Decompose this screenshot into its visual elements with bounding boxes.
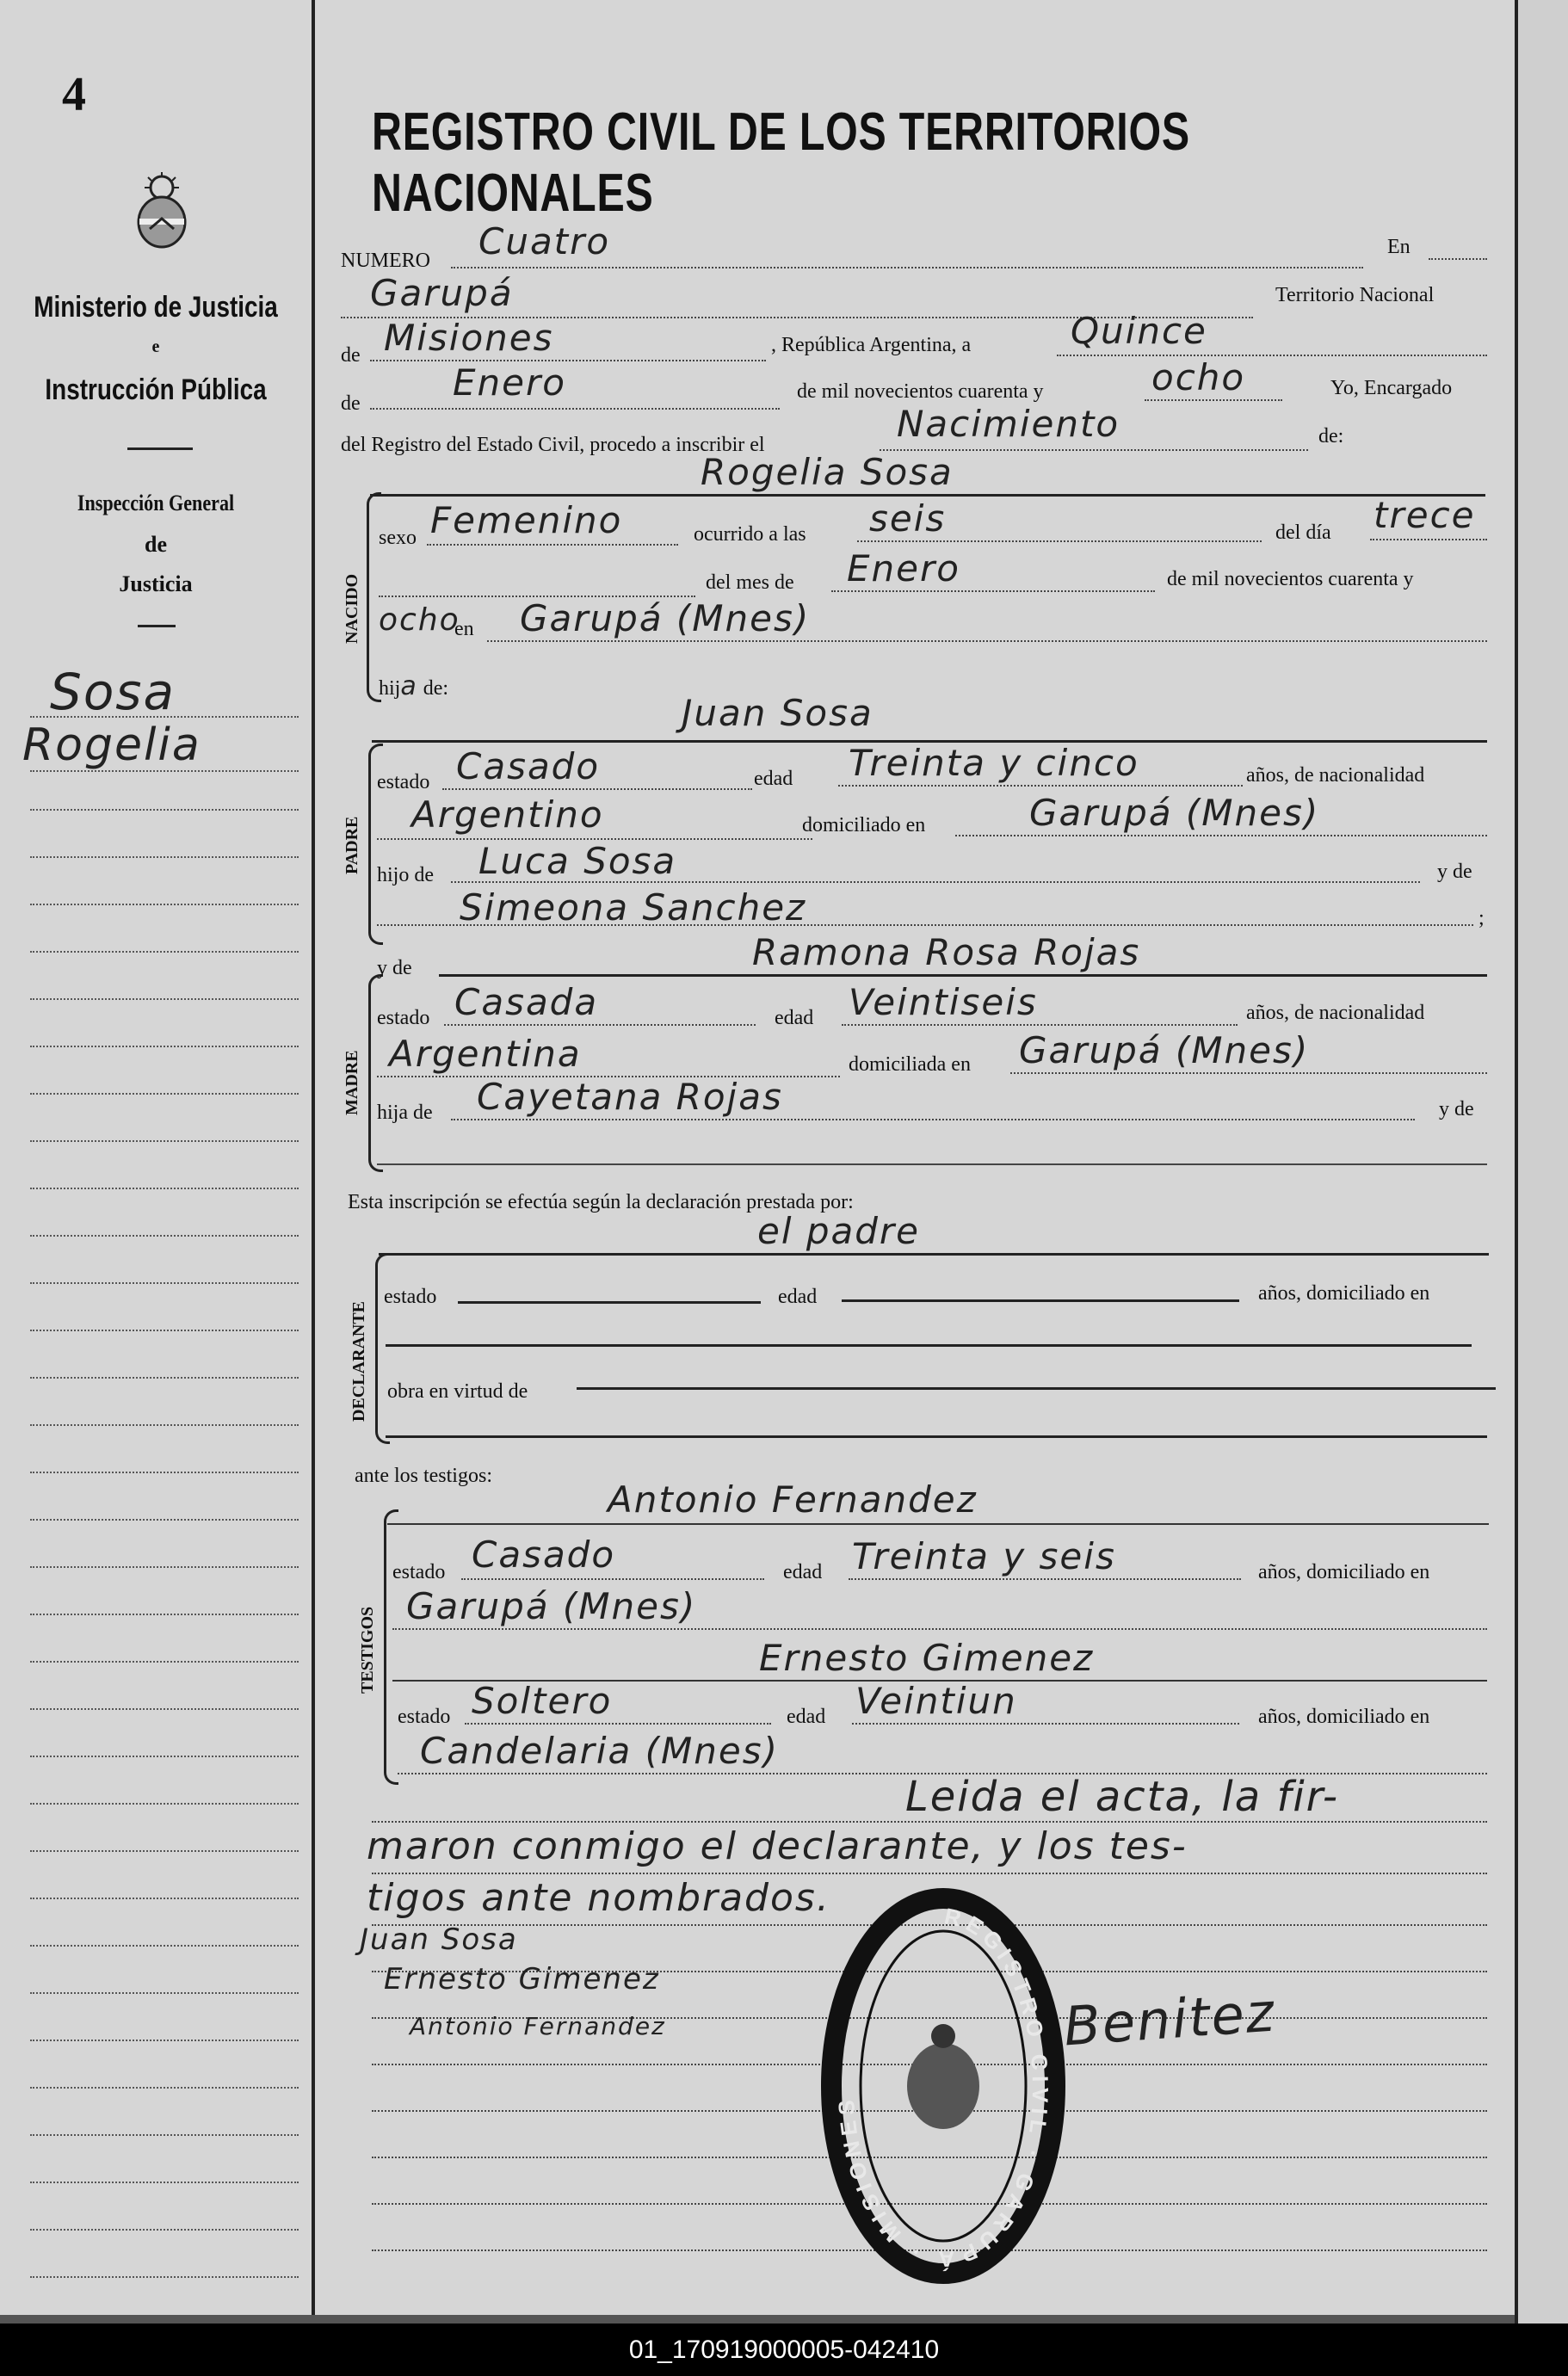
registro-label: del Registro del Estado Civil, procedo a inscribir el xyxy=(341,434,765,456)
sexo-value: Femenino xyxy=(430,499,623,541)
testigo1-edad-label: edad xyxy=(783,1561,823,1583)
year-value: ocho xyxy=(1151,356,1246,398)
padre-estado-value: Casado xyxy=(456,745,601,787)
testigo2-edad: Veintiun xyxy=(855,1680,1017,1722)
declarante-brace xyxy=(375,1253,390,1444)
padre-edad-label: edad xyxy=(754,768,793,790)
sexo-label: sexo xyxy=(379,527,417,549)
madre-hija-de-label: hija de xyxy=(377,1102,433,1124)
padre-hijo-de-label: hijo de xyxy=(377,864,434,886)
day-value: Quince xyxy=(1071,310,1207,352)
madre-estado-label: estado xyxy=(377,1007,430,1029)
ministry-e: e xyxy=(151,337,160,356)
testigo1-name: Antonio Fernandez xyxy=(608,1478,978,1521)
madre-name: Ramona Rosa Rojas xyxy=(752,931,1141,973)
image-id-bar xyxy=(0,2324,1568,2376)
padre-name: Juan Sosa xyxy=(682,692,874,734)
margin-given-name: Rogelia xyxy=(22,719,201,771)
testigos-label: TESTIGOS xyxy=(358,1606,377,1694)
madre-domicilio: Garupá (Mnes) xyxy=(1019,1029,1310,1071)
testigo2-estado-label: estado xyxy=(398,1706,451,1728)
ministry-line2: Instrucción Pública xyxy=(45,373,267,406)
madre-estado-value: Casada xyxy=(454,981,599,1023)
de3-label: de: xyxy=(1318,425,1344,447)
signature-registrar: Benitez xyxy=(1061,1980,1278,2058)
signature-father: Juan Sosa xyxy=(360,1922,518,1957)
testigo2-name: Ernesto Gimenez xyxy=(759,1637,1095,1679)
padre-nacionalidad: Argentino xyxy=(411,793,604,836)
nacido-label: NACIDO xyxy=(343,573,361,644)
padre-anos-label: años, de nacionalidad xyxy=(1246,764,1425,787)
testigo1-estado: Casado xyxy=(472,1534,616,1576)
place-value: Garupá xyxy=(370,272,514,314)
act-value: Nacimiento xyxy=(897,403,1120,445)
month-value: Enero xyxy=(847,547,960,589)
declarante-estado-label: estado xyxy=(384,1286,437,1308)
day-value: trece xyxy=(1374,494,1476,536)
hijo-label: hija de: xyxy=(379,671,449,701)
image-id: 01_170919000005-042410 xyxy=(628,2336,940,2364)
republica-label: , República Argentina, a xyxy=(771,334,972,356)
madre-brace xyxy=(368,974,383,1172)
declarante-anos-label: años, domiciliado en xyxy=(1258,1282,1430,1305)
declarante-edad-label: edad xyxy=(778,1286,818,1308)
padre-mother: Simeona Sanchez xyxy=(460,886,807,929)
divider xyxy=(138,625,176,627)
month-value: Enero xyxy=(453,361,566,404)
closing-line2: maron conmigo el declarante, y los tes- xyxy=(367,1824,1188,1868)
divider xyxy=(127,447,193,450)
padre-estado-label: estado xyxy=(377,771,430,793)
margin-column xyxy=(0,0,315,2324)
inspection-line2: Justicia xyxy=(119,571,193,596)
nacido-name: Rogelia Sosa xyxy=(701,451,954,493)
testigos-intro: ante los testigos: xyxy=(355,1465,492,1487)
madre-label: MADRE xyxy=(343,1050,361,1115)
testigo1-anos-label: años, domiciliado en xyxy=(1258,1561,1430,1583)
inspection-de: de xyxy=(145,532,167,557)
birthplace-value: Garupá (Mnes) xyxy=(520,597,811,639)
del-dia-label: del día xyxy=(1275,521,1331,544)
signature-witness1: Antonio Fernandez xyxy=(410,2012,666,2040)
closing-line1: Leida el acta, la fir- xyxy=(905,1773,1340,1821)
territory-value: Misiones xyxy=(384,317,554,359)
testigos-brace xyxy=(384,1509,398,1785)
de2-label: de xyxy=(341,392,361,415)
padre-label: PADRE xyxy=(343,816,361,874)
en-label: En xyxy=(1387,236,1411,258)
madre-y-de-label: y de xyxy=(377,957,412,979)
testigo1-domicilio: Garupá (Mnes) xyxy=(406,1585,697,1627)
testigo1-estado-label: estado xyxy=(392,1561,446,1583)
page-number: 4 xyxy=(62,68,86,121)
declarante-obra-label: obra en virtud de xyxy=(387,1380,528,1403)
page-edge xyxy=(0,2315,1515,2324)
year-label: de mil novecientos cuarenta y xyxy=(1167,568,1414,590)
testigo1-edad: Treinta y seis xyxy=(852,1535,1116,1577)
official-stamp xyxy=(814,1883,1072,2289)
padre-father: Luca Sosa xyxy=(478,840,677,882)
padre-y-de-label: y de xyxy=(1437,861,1472,883)
closing-line3: tigos ante nombrados. xyxy=(367,1876,830,1920)
encargado-label: Yo, Encargado xyxy=(1330,377,1453,399)
en-label: en xyxy=(454,618,474,640)
hour-value: seis xyxy=(869,497,947,540)
madre-domiciliada-label: domiciliada en xyxy=(849,1053,971,1076)
signature-witness2: Ernesto Gimenez xyxy=(384,1962,660,1996)
madre-anos-label: años, de nacionalidad xyxy=(1246,1002,1425,1024)
madre-y-de2-label: y de xyxy=(1439,1098,1474,1120)
madre-edad-value: Veintiseis xyxy=(849,981,1038,1023)
document-title: REGISTRO CIVIL DE LOS TERRITORIOS NACIONALES xyxy=(372,102,1190,223)
padre-semicolon: ; xyxy=(1478,907,1485,929)
facing-page-edge xyxy=(1515,0,1568,2324)
de-label: de xyxy=(341,344,361,367)
ocurrido-label: ocurrido a las xyxy=(694,523,806,546)
numero-value: Cuatro xyxy=(478,220,611,262)
declaracion-intro: Esta inscripción se efectúa según la declaración prestada por: xyxy=(348,1191,854,1213)
padre-domicilio: Garupá (Mnes) xyxy=(1029,792,1320,834)
madre-mother: Cayetana Rojas xyxy=(477,1076,783,1118)
del-mes-label: del mes de xyxy=(706,571,794,594)
testigo2-domicilio: Candelaria (Mnes) xyxy=(420,1730,779,1772)
testigo2-anos-label: años, domiciliado en xyxy=(1258,1706,1430,1728)
testigo2-estado: Soltero xyxy=(472,1680,613,1722)
stamp-text: REGISTRO CIVIL · GARUPÁ · MISIONES xyxy=(832,1903,1054,2273)
declarante-label: DECLARANTE xyxy=(349,1300,368,1422)
year-value: ocho xyxy=(379,602,460,638)
margin-surname: Sosa xyxy=(50,663,176,721)
numero-label: NUMERO xyxy=(341,250,431,272)
padre-edad-value: Treinta y cinco xyxy=(849,742,1139,784)
year-label: de mil novecientos cuarenta y xyxy=(797,380,1044,403)
madre-edad-label: edad xyxy=(775,1007,814,1029)
declarante-value: el padre xyxy=(757,1210,921,1252)
ministry-line1: Ministerio de Justicia xyxy=(34,291,278,324)
territorio-label: Territorio Nacional xyxy=(1275,284,1435,306)
madre-nacionalidad: Argentina xyxy=(389,1033,582,1075)
padre-domiciliado-label: domiciliado en xyxy=(802,814,926,836)
inspection-line1: Inspección General xyxy=(77,491,235,515)
testigo2-edad-label: edad xyxy=(787,1706,826,1728)
coat-of-arms-icon xyxy=(131,170,193,250)
